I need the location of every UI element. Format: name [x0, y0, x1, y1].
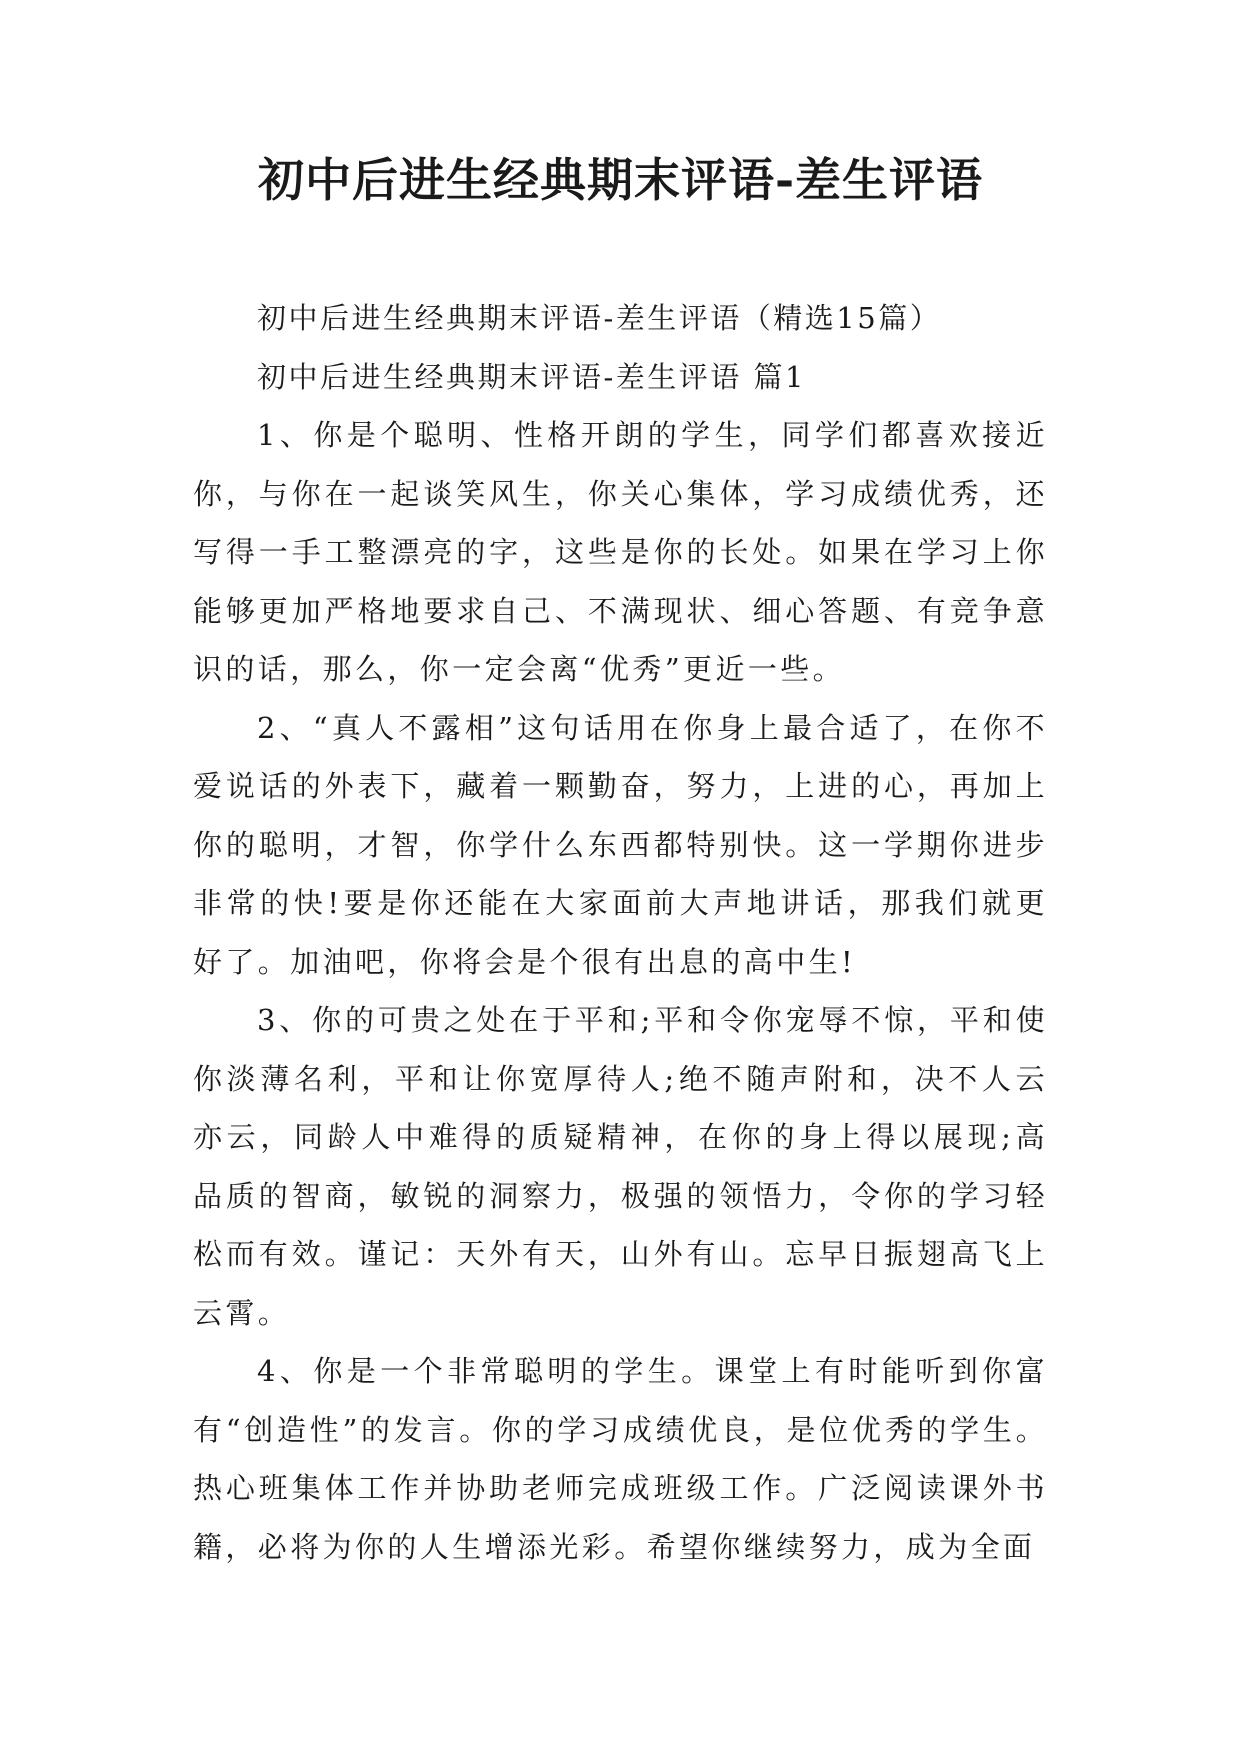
section-heading: 初中后进生经典期末评语-差生评语 篇1 — [257, 359, 806, 394]
paragraph: 4、你是一个非常聪明的学生。课堂上有时能听到你富有“创造性”的发言。你的学习成绩优良，是位优秀的学生。热心班集体工作并协助老师完成班级工作。广泛阅读课外书籍，必将为你的人生增添光彩。希望你继续努力，成为全面 — [193, 1354, 1048, 1564]
paragraph: 3、你的可贵之处在于平和;平和令你宠辱不惊，平和使你淡薄名利，平和让你宽厚待人;绝不随声附和，决不人云亦云，同龄人中难得的质疑精神，在你的身上得以展现;高品质的智商，敏锐的洞察力，极强的领悟力，令你的学习轻松而有效。谨记：天外有天，山外有山。忘早日振翅高飞上云霄。 — [193, 1003, 1048, 1330]
paragraph: 2、“真人不露相”这句话用在你身上最合适了，在你不爱说话的外表下，藏着一颗勤奋，努力，上进的心，再加上你的聪明，才智，你学什么东西都特别快。这一学期你进步非常的快!要是你还能在大家面前大声地讲话，那我们就更好了。加油吧，你将会是个很有出息的高中生! — [193, 710, 1048, 979]
document-title: 初中后进生经典期末评语-差生评语 — [257, 153, 984, 207]
paragraph: 1、你是个聪明、性格开朗的学生，同学们都喜欢接近你，与你在一起谈笑风生，你关心集体，学习成绩优秀，还写得一手工整漂亮的字，这些是你的长处。如果在学习上你能够更加严格地要求自己、不满现状、细心答题、有竞争意识的话，那么，你一定会离“优秀”更近一些。 — [193, 418, 1048, 686]
document-body — [193, 289, 1048, 1576]
document-subtitle: 初中后进生经典期末评语-差生评语（精选15篇） — [257, 301, 942, 335]
